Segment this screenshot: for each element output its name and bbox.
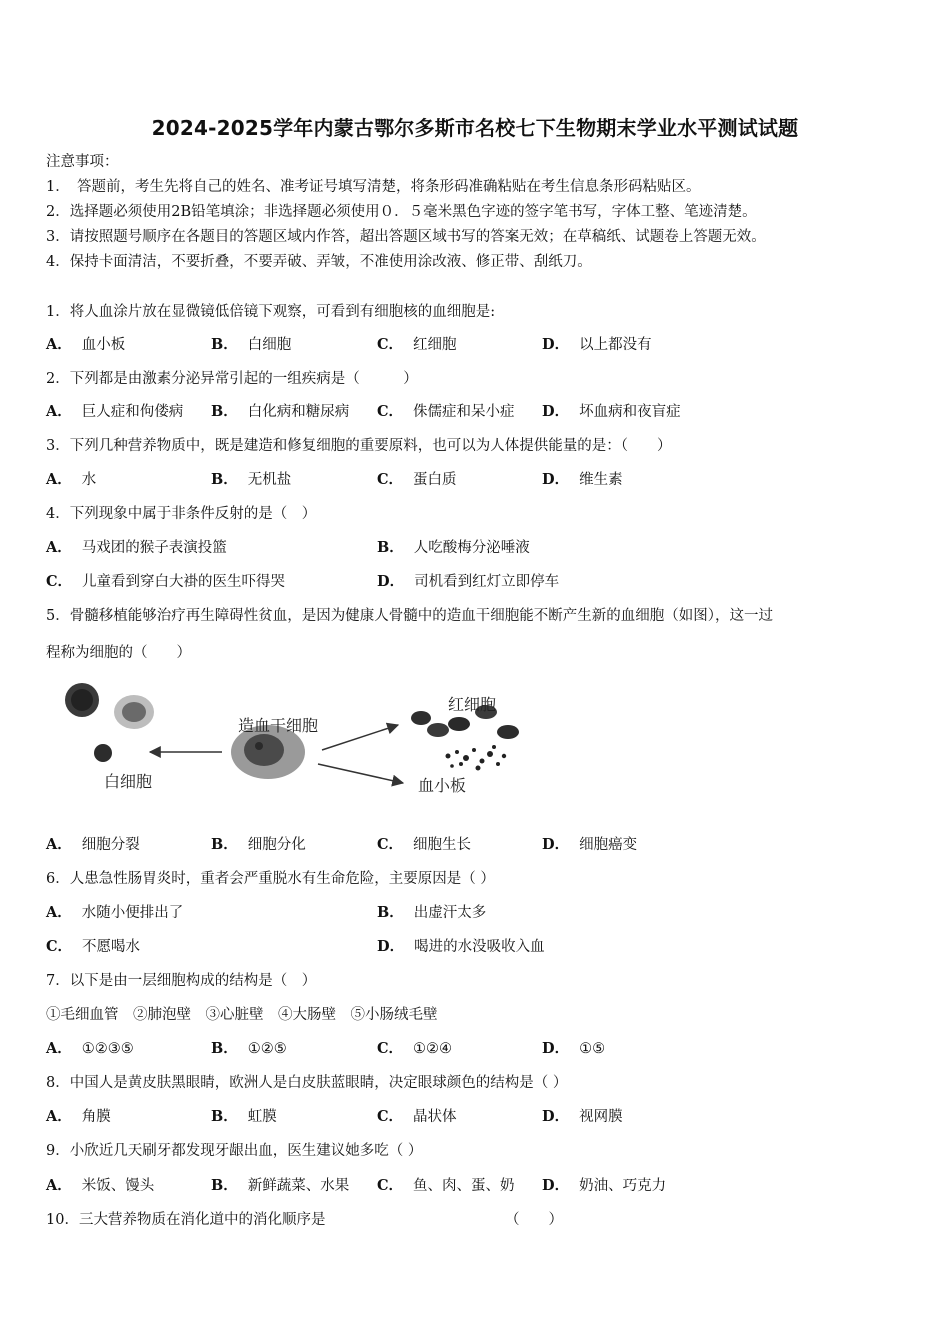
option-d: D． 以上都没有 <box>542 336 652 353</box>
option-a: A． 水 <box>46 471 97 488</box>
option-c: C． 鱼、肉、蛋、奶 <box>377 1177 515 1194</box>
question-stem: 4．下列现象中属于非条件反射的是（ ） <box>46 506 317 522</box>
option-d: D． 细胞癌变 <box>542 836 638 853</box>
stem-cell-figure <box>46 668 546 818</box>
option-c: C． 蛋白质 <box>377 471 457 488</box>
option-a: A． 水随小便排出了 <box>46 904 184 921</box>
option-d: D． 奶油、巧克力 <box>542 1177 667 1194</box>
option-b: B． 白细胞 <box>211 336 292 353</box>
option-a: A． ①②③⑤ <box>46 1040 134 1057</box>
question-stem-continued: ①毛细血管 ②肺泡壁 ③心脏壁 ④大肠壁 ⑤小肠绒毛壁 <box>46 1007 438 1023</box>
option-c: C． 不愿喝水 <box>46 938 141 955</box>
option-c: C． 晶状体 <box>377 1108 457 1125</box>
option-b: B． 新鲜蔬菜、水果 <box>211 1177 350 1194</box>
option-d: D． ①⑤ <box>542 1040 606 1057</box>
option-a: A． 巨人症和佝偻病 <box>46 403 184 420</box>
question-stem: 8．中国人是黄皮肤黑眼睛，欧洲人是白皮肤蓝眼睛，决定眼球颜色的结构是（ ） <box>46 1075 568 1091</box>
option-b: B． 出虚汗太多 <box>377 904 487 921</box>
option-d: D． 坏血病和夜盲症 <box>542 403 681 420</box>
option-b: B． 虹膜 <box>211 1108 277 1125</box>
option-a: A． 细胞分裂 <box>46 836 140 853</box>
option-d: D． 维生素 <box>542 471 623 488</box>
arrow-to-platelets <box>318 764 403 783</box>
option-c: C． ①②④ <box>377 1040 453 1057</box>
option-c: C． 细胞生长 <box>377 836 472 853</box>
answer-blank: （ ） <box>505 1212 563 1228</box>
platelets-image <box>446 745 507 771</box>
question-stem: 5．骨髓移植能够治疗再生障碍性贫血，是因为健康人骨髓中的造血干细胞能不断产生新的血细胞（如图），这一过 <box>46 608 773 624</box>
page-title: 2024-2025学年内蒙古鄂尔多斯市名校七下生物期末学业水平测试试题 <box>151 116 799 140</box>
question-stem-continued: 程称为细胞的（ ） <box>46 645 191 661</box>
option-b: B． 细胞分化 <box>211 836 306 853</box>
question-stem: 2．下列都是由激素分泌异常引起的一组疾病是（ ） <box>46 371 418 387</box>
option-c: C． 侏儒症和呆小症 <box>377 403 515 420</box>
question-stem: 3．下列几种营养物质中，既是建造和修复细胞的重要原料，也可以为人体提供能量的是：（ ） <box>46 438 672 454</box>
question-stem: 1．将人血涂片放在显微镜低倍镜下观察，可看到有细胞核的血细胞是: <box>46 304 496 320</box>
white-blood-cell-label: 白细胞 <box>104 772 153 791</box>
platelet-label: 血小板 <box>418 776 467 795</box>
red-blood-cell-label: 红细胞 <box>448 695 497 714</box>
option-d: D． 喝进的水没吸收入血 <box>377 938 545 955</box>
notice-heading: 注意事项： <box>46 154 119 170</box>
option-c: C． 儿童看到穿白大褂的医生吓得哭 <box>46 573 286 590</box>
white-blood-cells-image <box>65 683 154 762</box>
stem-cell-label: 造血干细胞 <box>238 716 319 735</box>
option-c: C． 红细胞 <box>377 336 457 353</box>
notice-item: 3．请按照题号顺序在各题目的答题区域内作答，超出答题区域书写的答案无效；在草稿纸、试题卷上答题无效。 <box>46 229 766 245</box>
option-b: B． ①②⑤ <box>211 1040 287 1057</box>
notice-item: 2．选择题必须使用2B铅笔填涂；非选择题必须使用０．５毫米黑色字迹的签字笔书写，字体工整、笔迹清楚。 <box>46 204 757 220</box>
question-stem: 7．以下是由一层细胞构成的结构是（ ） <box>46 973 317 989</box>
option-a: A． 米饭、馒头 <box>46 1177 155 1194</box>
option-b: B． 人吃酸梅分泌唾液 <box>377 539 530 556</box>
option-a: A． 血小板 <box>46 336 126 353</box>
option-d: D． 视网膜 <box>542 1108 623 1125</box>
notice-item: 1． 答题前，考生先将自己的姓名、准考证号填写清楚，将条形码准确粘贴在考生信息条形码粘贴区。 <box>46 179 701 195</box>
arrow-to-red-blood-cells <box>322 725 398 750</box>
option-b: B． 白化病和糖尿病 <box>211 403 350 420</box>
option-d: D． 司机看到红灯立即停车 <box>377 573 560 590</box>
question-stem: 6．人患急性肠胃炎时，重者会严重脱水有生命危险，主要原因是（ ） <box>46 871 495 887</box>
notice-item: 4．保持卡面清洁，不要折叠，不要弄破、弄皱，不准使用涂改液、修正带、刮纸刀。 <box>46 254 592 270</box>
option-a: A． 角膜 <box>46 1108 111 1125</box>
option-b: B． 无机盐 <box>211 471 292 488</box>
option-a: A． 马戏团的猴子表演投篮 <box>46 539 227 556</box>
question-stem: 10．三大营养物质在消化道中的消化顺序是 <box>46 1212 326 1228</box>
question-stem: 9．小欣近几天刷牙都发现牙龈出血，医生建议她多吃（ ） <box>46 1143 423 1159</box>
